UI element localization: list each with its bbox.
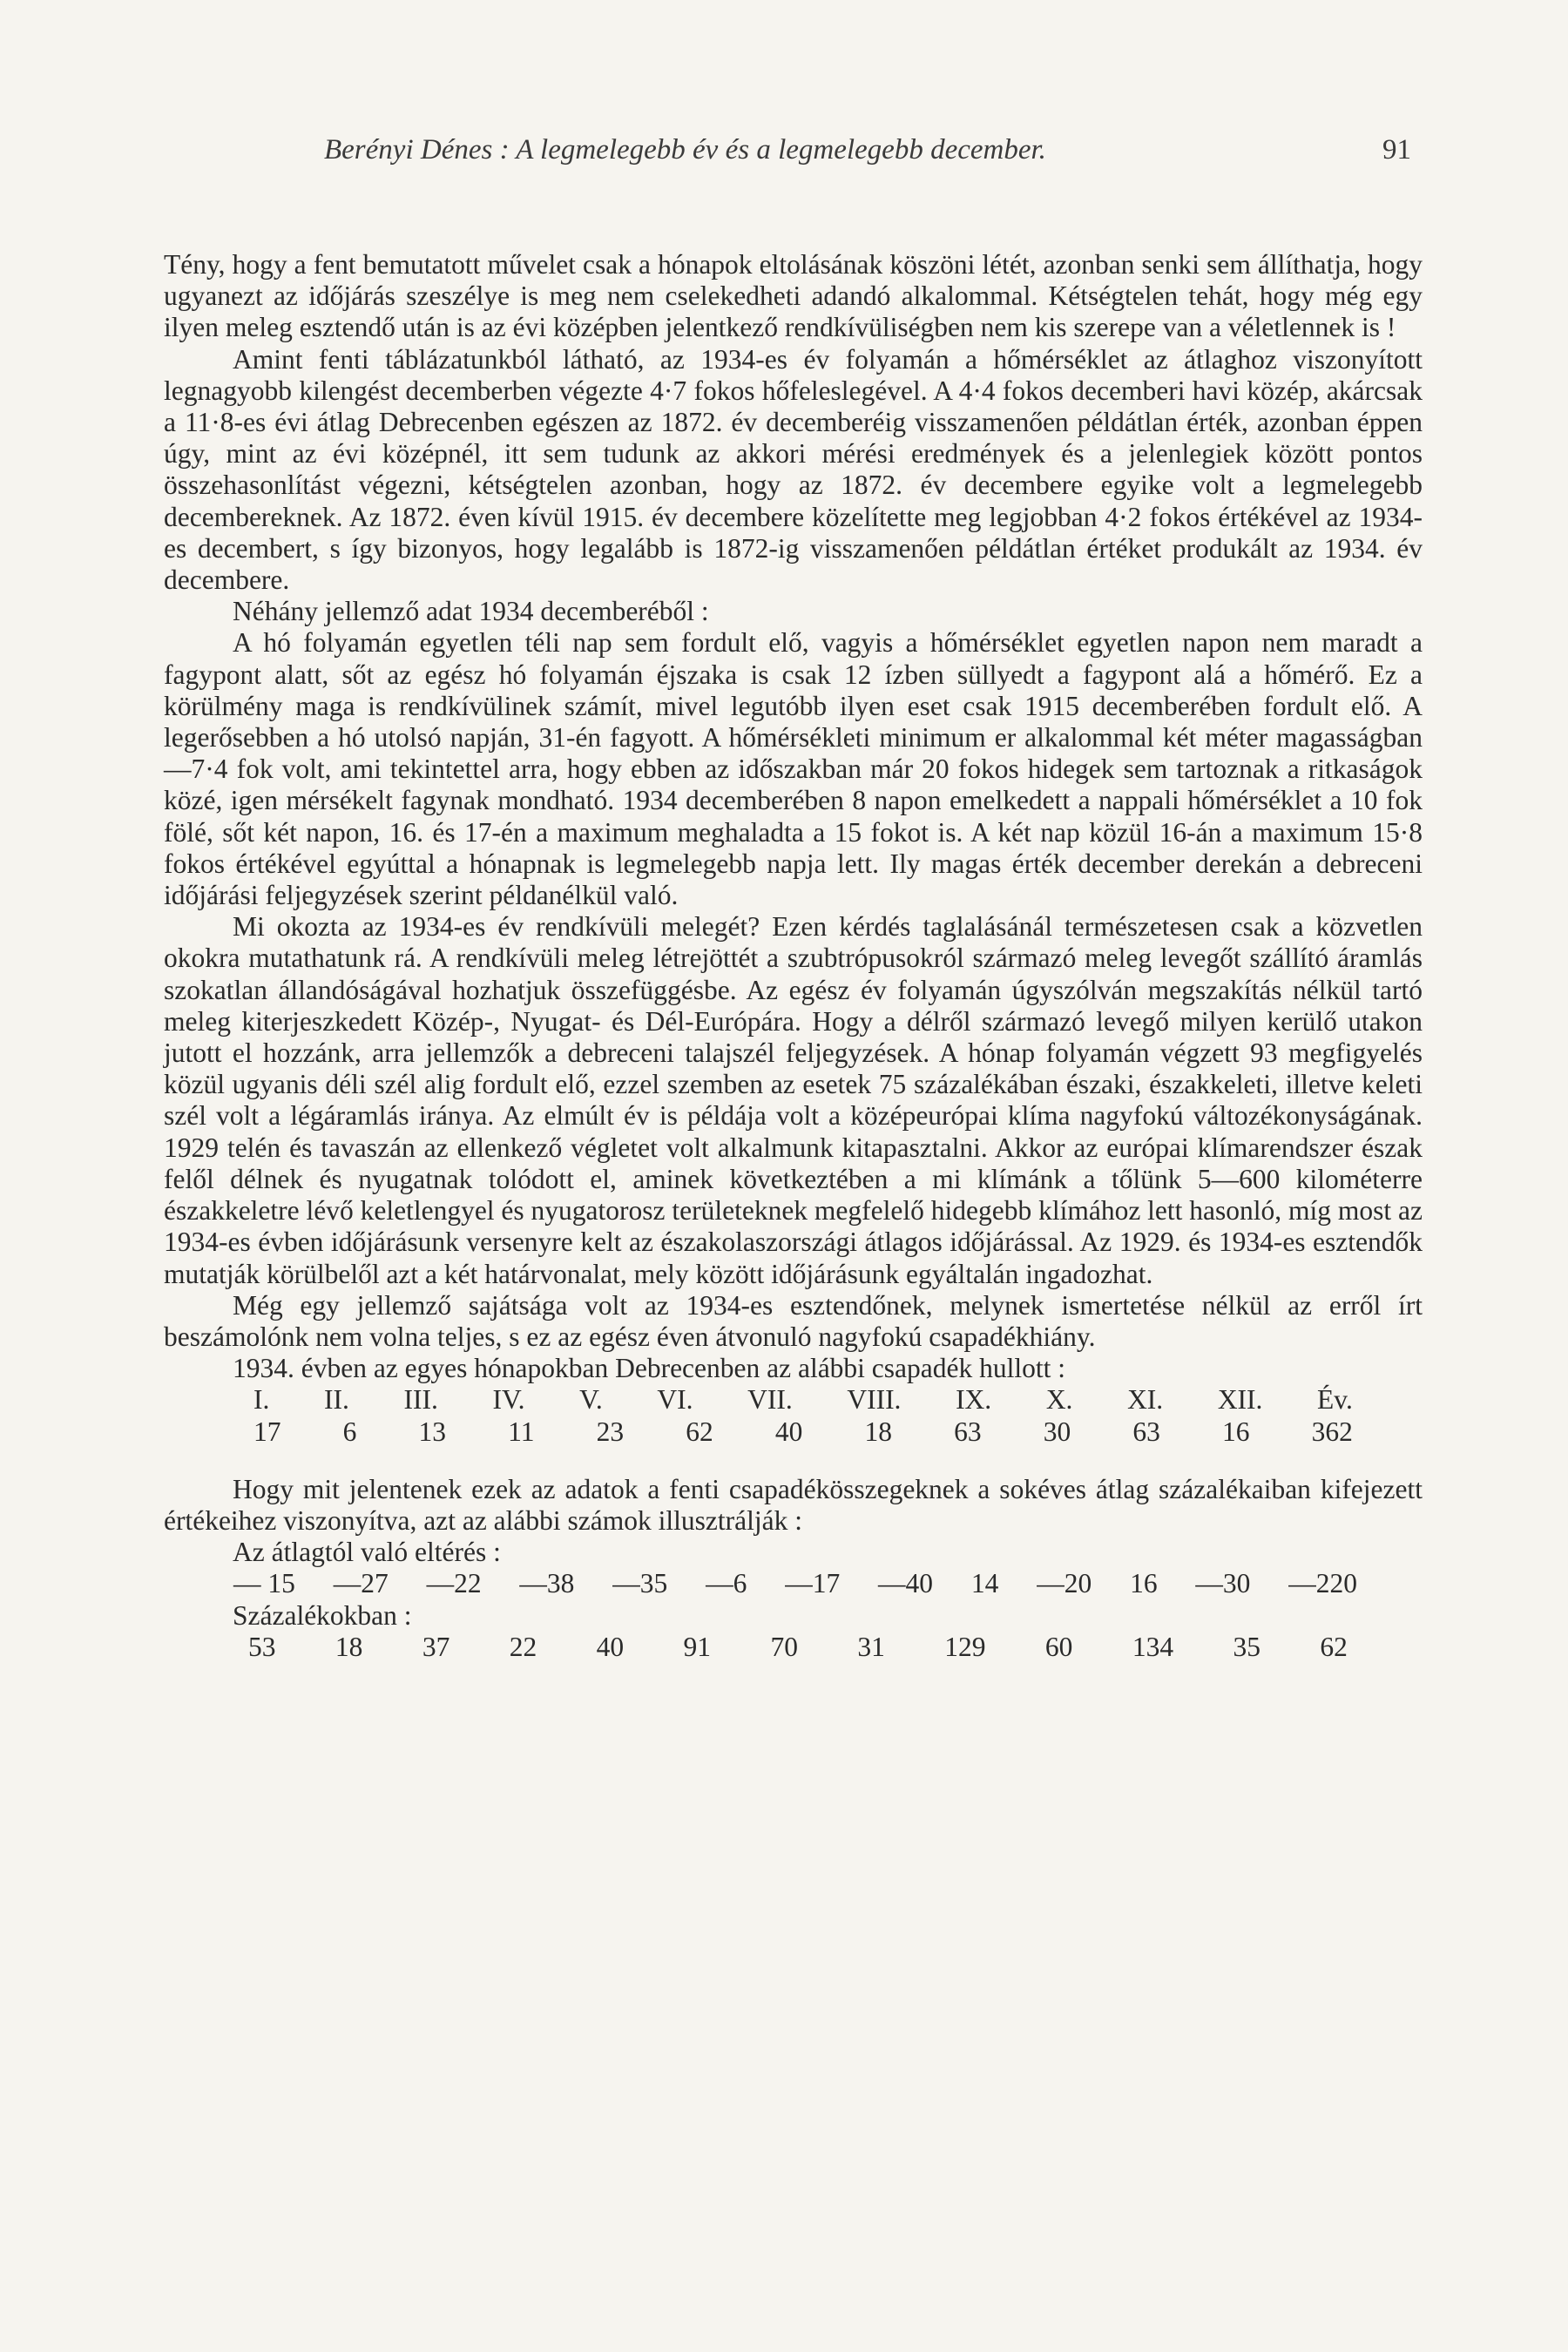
precip-value: 17 [253,1416,281,1447]
month-label: II. [324,1384,349,1416]
paragraph: Tény, hogy a fent bemutatott művelet csak a hónapok eltolásának köszöni létét, azonban senki sem állíthatja, hogy ugyanezt az időjárás szeszélye is meg nem cselekedheti adandó alkalommal. Kétségtelen tehát, hogy még egy ilyen meleg esztendő után is az évi középben jelentkező rendkívüliségben nem kis szerepe van a véletlennek is ! [164,249,1423,343]
percent-value: 37 [422,1631,450,1662]
precip-value: 362 [1311,1416,1353,1447]
precip-value: 23 [596,1416,625,1447]
deviation-value: —20 [1037,1568,1092,1599]
paragraph: A hó folyamán egyetlen téli nap sem fordult elő, vagyis a hőmérséklet egyetlen napon nem maradt a fagypont alatt, sőt az egész hó folyamán éjszaka is csak 12 ízben süllyedt a fagypont alá a hőmérő. Ez a körülmény maga is rendkívülinek számít, mivel legutóbb ilyen eset csak 1915 decemberében fordult elő. A legerősebben a hó utolsó napján, 31-én fagyott. A hőmérsékleti minimum er alkalommal két méter magasságban —7·4 fok volt, ami tekintettel arra, hogy ebben az időszakban már 20 fokos hidegek sem tartoznak a ritkaságok közé, igen mérsékelt fagynak mondható. 1934 decemberében 8 napon emelkedett a nappali hőmérséklet a 10 fok fölé, sőt két napon, 16. és 17-én a maximum meghaladta a 15 fokot is. A két nap közül 16-án a maximum 15·8 fokos értékével egyúttal a hónapnak is legmelegebb napja lett. Ily magas érték december derekán a debreceni időjárási feljegyzések szerint példanélkül való. [164,627,1423,911]
percent-value: 18 [335,1631,363,1662]
month-label: XII. [1217,1384,1263,1416]
precip-value: 63 [1132,1416,1160,1447]
month-label: IV. [492,1384,525,1416]
month-label: VIII. [847,1384,902,1416]
deviation-value: —220 [1288,1568,1357,1599]
percent-value: 22 [509,1631,537,1662]
running-title: Berényi Dénes : A legmelegebb év és a legmelegebb december. [324,134,1046,166]
precip-value: 62 [686,1416,713,1447]
month-label: VII. [747,1384,793,1416]
precip-value-row [253,1416,1353,1448]
paragraph: Amint fenti táblázatunkból látható, az 1934-es év folyamán a hőmérséklet az átlaghoz viszonyított legnagyobb kilengést decemberben végezte 4·7 fokos hőfeleslegével. A 4·4 fokos decemberi havi közép, akárcsak a 11·8-es évi átlag Debrecenben egészen az 1872. év decemberéig visszamenően példátlan érték, azonban éppen úgy, mint az évi középnél, itt sem tudunk az akkori mérési eredmények és a jelenlegiek között pontos összehasonlítást végezni, kétségtelen azonban, hogy az 1872. év decembere egyike volt a legmelegebb decembereknek. Az 1872. éven kívül 1915. év decembere közelítette meg legjobban 4·2 fokos értékével az 1934-es decembert, s így bizonyos, hogy legalább is 1872-ig visszamenően példátlan értéket produkált az 1934. év decembere. [164,343,1423,596]
month-label: XI. [1127,1384,1164,1416]
paragraph: 1934. évben az egyes hónapokban Debrecenben az alábbi csapadék hullott : [233,1353,1065,1384]
deviation-label: Az átlagtól való eltérés : [233,1537,501,1568]
paragraph: Néhány jellemző adat 1934 decemberéből : [233,596,709,627]
percent-value: 129 [944,1631,986,1662]
percent-row [248,1632,1348,1663]
precip-value: 18 [864,1416,892,1447]
month-label: Év. [1317,1384,1353,1416]
deviation-value: —30 [1195,1568,1251,1599]
month-label: IX. [956,1384,992,1416]
paragraph: Hogy mit jelentenek ezek az adatok a fenti csapadékösszegeknek a sokéves átlag százalékaiban kifejezett értékeihez viszonyítva, azt az alábbi számok illusztrálják : [164,1473,1423,1536]
percent-label: Százalékokban : [233,1599,412,1631]
deviation-value: 16 [1130,1568,1158,1599]
paragraph: Még egy jellemző sajátsága volt az 1934-es esztendőnek, melynek ismertetése nélkül az erről írt beszámolónk nem volna teljes, s ez az egész éven átvonuló nagyfokú csapadékhiány. [164,1289,1423,1352]
percent-value: 40 [596,1631,625,1662]
deviation-value: —6 [706,1568,747,1599]
month-label: V. [579,1384,603,1416]
precip-value: 16 [1221,1416,1250,1447]
spacer [164,1448,1423,1474]
paragraph: Mi okozta az 1934-es év rendkívüli melegét? Ezen kérdés taglalásánál természetesen csak a közvetlen okokra mutathatunk rá. A rendkívüli meleg létrejöttét a szubtrópusokról származó meleg levegőt szállító áramlás szokatlan állandóságával hozhatjuk összefüggésbe. Az egész év folyamán úgyszólván megszakítás nélkül tartó meleg kiterjeszkedett Közép-, Nyugat- és Dél-Európára. Hogy a délről származó levegő milyen kerülő utakon jutott el hozzánk, arra jellemzők a debreceni talajszél feljegyzések. A hónap folyamán végzett 93 megfigyelés közül ugyanis déli szél alig fordult elő, ezzel szemben az esetek 75 százalékában északi, északkeleti, illetve keleti szél volt a légáramlás iránya. Az elmúlt év is példája volt a középeurópai klíma nagyfokú változékonyságának. 1929 telén és tavaszán az ellenkező végletet volt alkalmunk kitapasztalni. Akkor az európai klímarendszer észak felől délnek és nyugatnak tolódott el, aminek következtében a mi klímánk a tőlünk 5—600 kilométerre északkeletre lévő keletlengyel és nyugatorosz területeknek megfelelő hidegebb klímához lett hasonló, míg most az 1934-es évben időjárásunk versenyre kelt az északolaszországi átlagos időjárással. Az 1929. és 1934-es esztendők mutatják körülbelől azt a két határvonalat, mely között időjárásunk egyáltalán ingadozhat. [164,911,1423,1289]
month-label: I. [253,1384,270,1416]
percent-value: 91 [683,1631,712,1662]
deviation-value: —27 [333,1568,389,1599]
precip-value: 11 [508,1416,535,1447]
body-text [164,249,1423,1663]
deviation-value: —38 [519,1568,575,1599]
month-label: VI. [657,1384,693,1416]
deviation-value: —35 [612,1568,668,1599]
month-label: III. [403,1384,438,1416]
page-number: 91 [1382,134,1411,166]
precip-value: 13 [418,1416,446,1447]
percent-value: 134 [1132,1631,1174,1662]
percent-value: 53 [248,1631,276,1662]
percent-value: 31 [857,1631,885,1662]
percent-value: 62 [1320,1631,1348,1662]
deviation-value: —17 [785,1568,841,1599]
deviation-row [233,1568,1357,1599]
deviation-value: — 15 [233,1568,295,1599]
percent-value: 60 [1044,1631,1073,1662]
deviation-value: —22 [426,1568,482,1599]
precip-month-row [253,1384,1353,1416]
precip-value: 30 [1043,1416,1071,1447]
precip-value: 40 [774,1416,803,1447]
deviation-value: 14 [970,1568,999,1599]
precip-value: 6 [342,1416,357,1447]
precip-value: 63 [954,1416,982,1447]
month-label: X. [1045,1384,1073,1416]
deviation-value: —40 [878,1568,934,1599]
percent-value: 35 [1233,1631,1260,1662]
percent-value: 70 [770,1631,798,1662]
